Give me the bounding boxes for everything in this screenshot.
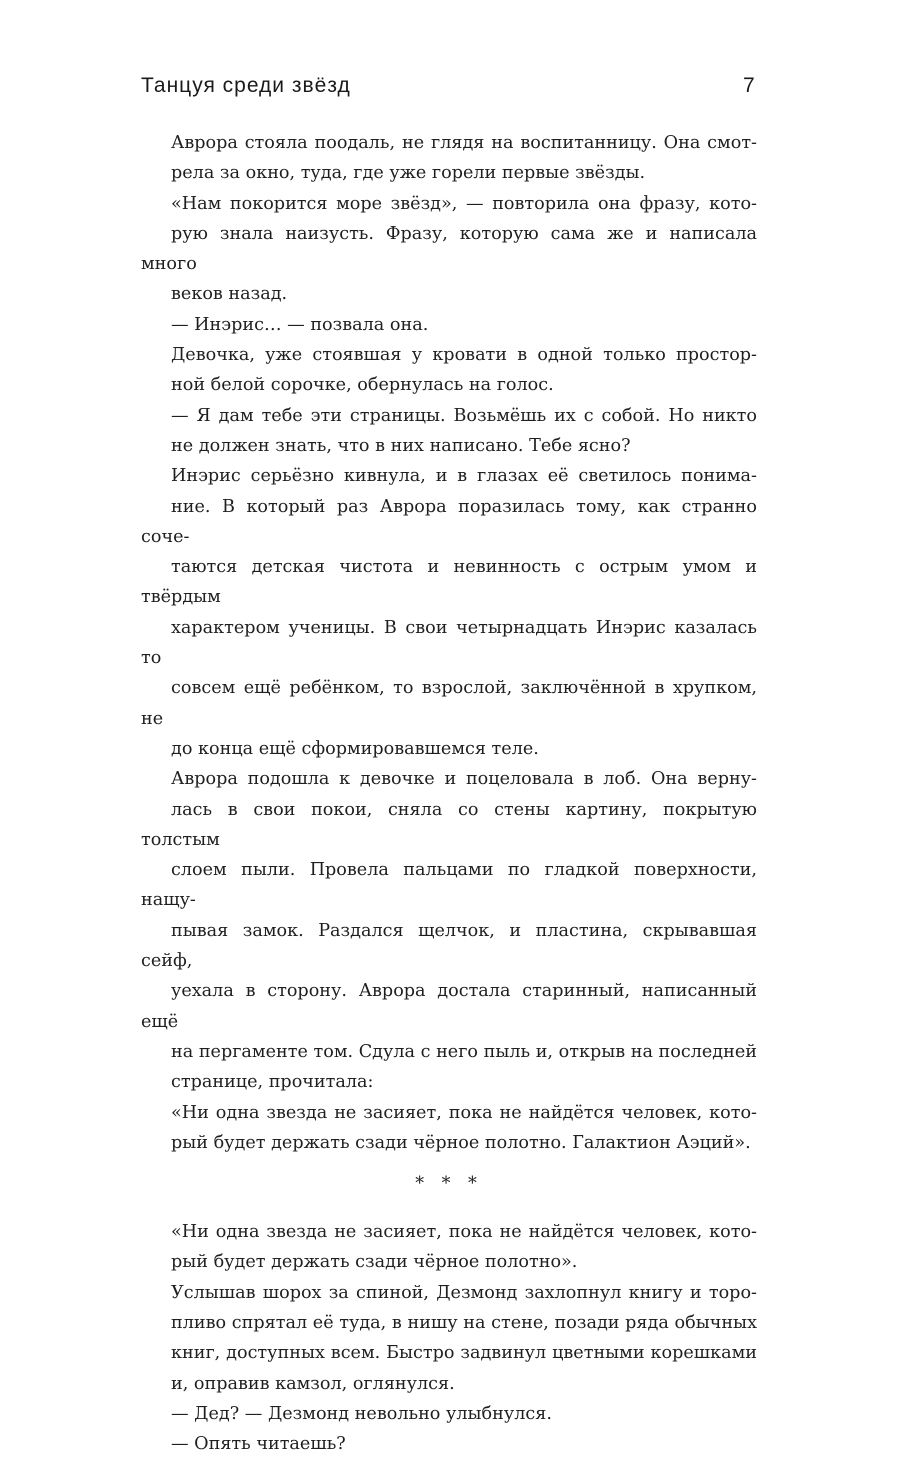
- text-line: и, оправив камзол, оглянулся.: [171, 1373, 455, 1394]
- paragraph: [141, 1399, 757, 1429]
- text-line: — Я дам тебе эти страницы. Возьмёшь их с собой. Но никто: [171, 405, 757, 426]
- text-line: характером ученицы. В свои четырнадцать Инэрис казалась то: [141, 617, 757, 669]
- paragraph: [141, 401, 757, 462]
- text-line: — Опять читаешь?: [171, 1434, 346, 1455]
- text-line: Инэрис серьёзно кивнула, и в глазах её светилось понима-: [171, 466, 757, 487]
- text-line: до конца ещё сформировавшемся теле.: [171, 738, 539, 759]
- text-line: Аврора стояла поодаль, не глядя на воспитанницу. Она смот-: [171, 133, 757, 153]
- paragraph: [141, 764, 757, 1097]
- text-line: таются детская чистота и невинность с острым умом и твёрдым: [141, 557, 757, 608]
- text-line: странице, прочитала:: [171, 1072, 374, 1093]
- text-line: слоем пыли. Провела пальцами по гладкой поверхности, нащу-: [141, 860, 757, 911]
- paragraph: [141, 1429, 757, 1459]
- paragraph: [141, 340, 757, 401]
- text-line: веков назад.: [171, 284, 288, 305]
- text-line: совсем ещё ребёнком, то взрослой, заключённой в хрупком, не: [141, 678, 757, 729]
- text-line: рую знала наизусть. Фразу, которую сама же и написала много: [141, 223, 757, 275]
- running-title: Танцуя среди звёзд: [141, 74, 351, 97]
- text-block-before-separator: [141, 128, 757, 1158]
- text-line: Услышав шорох за спиной, Дезмонд захлопнул книгу и торо-: [171, 1282, 757, 1303]
- text-line: лась в свои покои, сняла со стены картину, покрытую толстым: [141, 799, 757, 850]
- paragraph: [141, 189, 757, 310]
- text-line: Аврора подошла к девочке и поцеловала в лоб. Она верну-: [171, 769, 757, 790]
- text-line: книг, доступных всем. Быстро задвинул цветными корешками: [171, 1343, 757, 1364]
- text-line: на пергаменте том. Сдула с него пыль и, открыв на последней: [171, 1041, 757, 1062]
- section-separator: * * *: [415, 1174, 483, 1195]
- text-line: «Ни одна звезда не засияет, пока не найдётся человек, кото-: [171, 1102, 757, 1123]
- text-line: рела за окно, туда, где уже горели первые звёзды.: [171, 163, 646, 184]
- paragraph: [141, 128, 757, 189]
- text-line: уехала в сторону. Аврора достала старинный, написанный ещё: [141, 981, 757, 1032]
- text-line: Девочка, уже стоявшая у кровати в одной только простор-: [171, 345, 757, 366]
- text-line: — Инэрис… — позвала она.: [171, 314, 429, 335]
- page-number: 7: [743, 74, 755, 97]
- text-line: — Дед? — Дезмонд невольно улыбнулся.: [171, 1403, 552, 1424]
- paragraph: [141, 1098, 757, 1159]
- text-line: рый будет держать сзади чёрное полотно».: [171, 1252, 578, 1273]
- text-line: не должен знать, что в них написано. Тебе ясно?: [171, 435, 631, 456]
- paragraph: [141, 1217, 757, 1278]
- paragraph: [141, 1278, 757, 1399]
- text-line: ной белой сорочке, обернулась на голос.: [171, 375, 554, 396]
- text-line: пывая замок. Раздался щелчок, и пластина, скрывавшая сейф,: [141, 920, 757, 972]
- text-line: ние. В который раз Аврора поразилась тому, как странно соче-: [141, 496, 757, 547]
- text-line: «Ни одна звезда не засияет, пока не найдётся человек, кото-: [171, 1222, 757, 1243]
- text-line: пливо спрятал её туда, в нишу на стене, позади ряда обычных: [171, 1312, 757, 1333]
- paragraph: [141, 310, 757, 340]
- body-text: [141, 128, 757, 1459]
- text-line: рый будет держать сзади чёрное полотно. Галактион Аэций».: [171, 1132, 751, 1153]
- paragraph: [141, 461, 757, 764]
- text-block-after-separator: [141, 1217, 757, 1459]
- text-line: «Нам покорится море звёзд», — повторила она фразу, кото-: [171, 193, 757, 214]
